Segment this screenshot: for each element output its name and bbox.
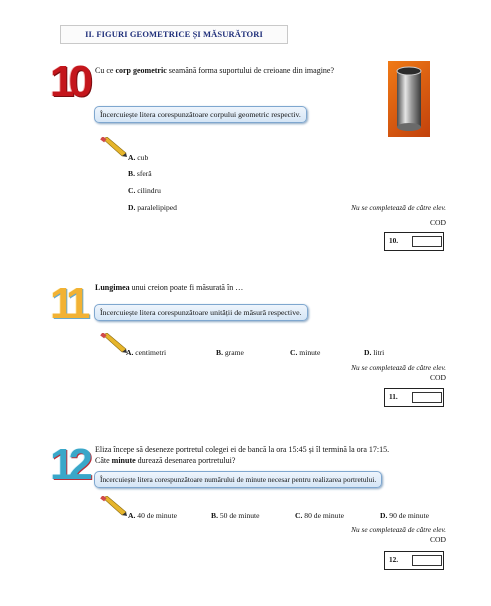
question-10-text-part: seamănă forma suportului de creioane din imagine? bbox=[166, 66, 335, 75]
question-10-keyword: corp geometric bbox=[115, 66, 167, 75]
option-10-b[interactable] bbox=[128, 169, 152, 179]
option-text: 40 de minute bbox=[137, 511, 177, 520]
option-text: grame bbox=[224, 348, 244, 357]
option-letter: C. bbox=[128, 186, 136, 195]
question-10-instruction: Încercuiește litera corespunzătoare corpului geometric respectiv. bbox=[94, 106, 307, 123]
code-box-11 bbox=[384, 388, 444, 407]
pencil-icon bbox=[100, 333, 128, 358]
option-letter: D. bbox=[364, 348, 372, 357]
pencil-icon-graphic bbox=[100, 496, 128, 516]
section-title: II. FIGURI GEOMETRICE ȘI MĂSURĂTORI bbox=[60, 25, 288, 44]
question-number-12: 12 bbox=[50, 440, 87, 489]
option-12-a[interactable] bbox=[128, 511, 177, 521]
option-10-d[interactable] bbox=[128, 203, 177, 213]
cod-label-12: COD bbox=[429, 535, 446, 544]
option-letter: C. bbox=[295, 511, 303, 520]
option-11-d[interactable] bbox=[364, 348, 384, 358]
question-12-text-part: durează desenarea portretului? bbox=[135, 456, 236, 465]
option-text: 80 de minute bbox=[304, 511, 344, 520]
option-11-c[interactable] bbox=[290, 348, 320, 358]
question-number-10: 10 bbox=[50, 57, 87, 106]
cod-label-11: COD bbox=[429, 373, 446, 382]
option-text: litri bbox=[373, 348, 385, 357]
option-letter: A. bbox=[126, 348, 134, 357]
option-text: centimetri bbox=[135, 348, 167, 357]
question-11-text bbox=[95, 283, 385, 293]
teacher-note-12: Nu se completează de către elev. bbox=[351, 525, 446, 534]
question-12-keyword: minute bbox=[111, 456, 136, 465]
pencil-holder-image bbox=[388, 61, 430, 137]
option-letter: D. bbox=[380, 511, 388, 520]
pencil-icon bbox=[100, 496, 128, 521]
code-box-label: 12. bbox=[389, 555, 399, 564]
option-text: 90 de minute bbox=[389, 511, 429, 520]
option-letter: B. bbox=[211, 511, 218, 520]
option-12-c[interactable] bbox=[295, 511, 344, 521]
pencil-icon-graphic bbox=[100, 137, 128, 157]
option-letter: B. bbox=[216, 348, 223, 357]
pencil-holder-icon bbox=[388, 61, 430, 137]
option-text: sferă bbox=[136, 169, 152, 178]
option-letter: D. bbox=[128, 203, 136, 212]
option-12-d[interactable] bbox=[380, 511, 429, 521]
option-10-c[interactable] bbox=[128, 186, 161, 196]
option-text: cilindru bbox=[137, 186, 161, 195]
option-letter: A. bbox=[128, 153, 136, 162]
pencil-icon-graphic bbox=[100, 333, 128, 353]
question-10-text bbox=[95, 66, 385, 76]
teacher-note-11: Nu se completează de către elev. bbox=[351, 363, 446, 372]
code-box-label: 11. bbox=[389, 392, 398, 401]
code-box-12 bbox=[384, 551, 444, 570]
option-text: paralelipiped bbox=[137, 203, 177, 212]
question-12-subtext bbox=[95, 456, 395, 466]
pencil-icon bbox=[100, 137, 128, 162]
option-11-b[interactable] bbox=[216, 348, 244, 358]
question-12-text: Eliza începe să deseneze portretul colegei ei de bancă la ora 15:45 și îl termină la ora 17:15. bbox=[95, 445, 390, 454]
option-letter: B. bbox=[128, 169, 135, 178]
question-12-instruction: Încercuiește litera corespunzătoare numărului de minute necesar pentru realizarea portretului. bbox=[94, 471, 382, 488]
option-text: minute bbox=[299, 348, 321, 357]
question-11-instruction: Încercuiește litera corespunzătoare unității de măsură respective. bbox=[94, 304, 308, 321]
cod-label-10: COD bbox=[429, 218, 446, 227]
option-text: cub bbox=[137, 153, 149, 162]
option-12-b[interactable] bbox=[211, 511, 260, 521]
question-12-text-part: Câte bbox=[95, 456, 112, 465]
code-field-10[interactable] bbox=[412, 236, 442, 247]
option-letter: A. bbox=[128, 511, 136, 520]
question-11-text-part: unui creion poate fi măsurată în … bbox=[129, 283, 244, 292]
question-10-text-part: Cu ce bbox=[95, 66, 116, 75]
option-text: 50 de minute bbox=[219, 511, 260, 520]
question-number-11: 11 bbox=[50, 279, 85, 328]
teacher-note-10: Nu se completează de către elev. bbox=[351, 203, 446, 212]
code-field-11[interactable] bbox=[412, 392, 442, 403]
question-11-keyword: Lungimea bbox=[95, 283, 130, 292]
code-field-12[interactable] bbox=[412, 555, 442, 566]
option-11-a[interactable] bbox=[126, 348, 166, 358]
code-box-label: 10. bbox=[389, 236, 399, 245]
code-box-10 bbox=[384, 232, 444, 251]
option-letter: C. bbox=[290, 348, 298, 357]
option-10-a[interactable] bbox=[128, 153, 148, 163]
